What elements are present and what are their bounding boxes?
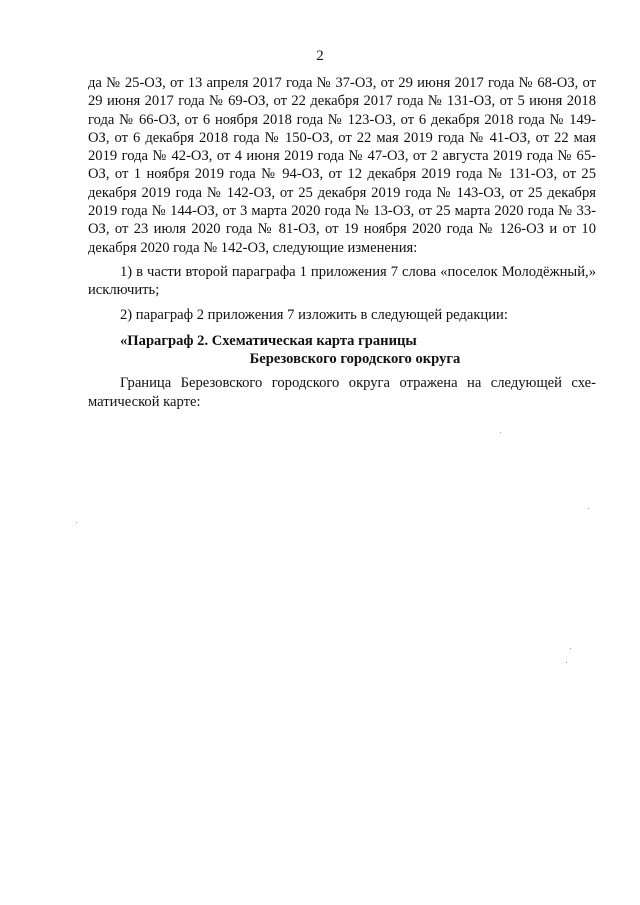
blank-map-area: [70, 440, 610, 880]
scan-speck: [566, 662, 567, 663]
scan-speck: [76, 522, 77, 523]
section-heading-line-1: «Параграф 2. Схематическая карта границы: [120, 332, 417, 349]
scan-speck: [570, 648, 571, 649]
item-2-paragraph: 2) параграф 2 приложения 7 изложить в следующей редакции:: [120, 306, 508, 323]
scan-speck: [500, 432, 501, 433]
item-1-paragraph: 1) в части второй параграфа 1 приложения 7 слова «поселок Молодёжный,» исключить;: [88, 263, 596, 299]
amendments-paragraph: да № 25-ОЗ, от 13 апреля 2017 года № 37-ОЗ, от 29 июня 2017 года № 68-ОЗ, от 29 июня 2017 года № 69-ОЗ, от 22 декабря 2017 года № 131-ОЗ, от 5 июня 2018 года № 66-ОЗ, от 6 ноября 2018 года № 123-ОЗ, от 6 декабря 2018 года № 149-ОЗ, от 6 декабря 2018 года № 150-ОЗ, от 22 мая 2019 года № 41-ОЗ, от 22 мая 2019 года № 42-ОЗ, от 4 июня 2019 года № 47-ОЗ, от 2 августа 2019 года № 65-ОЗ, от 1 ноября 2019 года № 94-ОЗ, от 12 декабря 2019 года № 131-ОЗ, от 25 декабря 2019 года № 142-ОЗ, от 25 декабря 2019 года № 143-ОЗ, от 25 декабря 2019 года № 144-ОЗ, от 3 марта 2020 года № 13-ОЗ, от 25 марта 2020 года № 33-ОЗ, от 23 июля 2020 года № 81-ОЗ, от 19 ноября 2020 года № 126-ОЗ и от 10 декабря 2020 года № 142-ОЗ, следующие изменения:: [88, 75, 596, 256]
map-intro-paragraph: Граница Березовского городского округа отражена на следующей схематической карте:: [88, 375, 596, 410]
scan-speck: [588, 508, 589, 509]
section-heading-line-2: Березовского городского округа: [249, 351, 461, 368]
page-number: 2: [316, 48, 324, 64]
document-body: [88, 74, 596, 411]
section-heading: [88, 332, 596, 369]
